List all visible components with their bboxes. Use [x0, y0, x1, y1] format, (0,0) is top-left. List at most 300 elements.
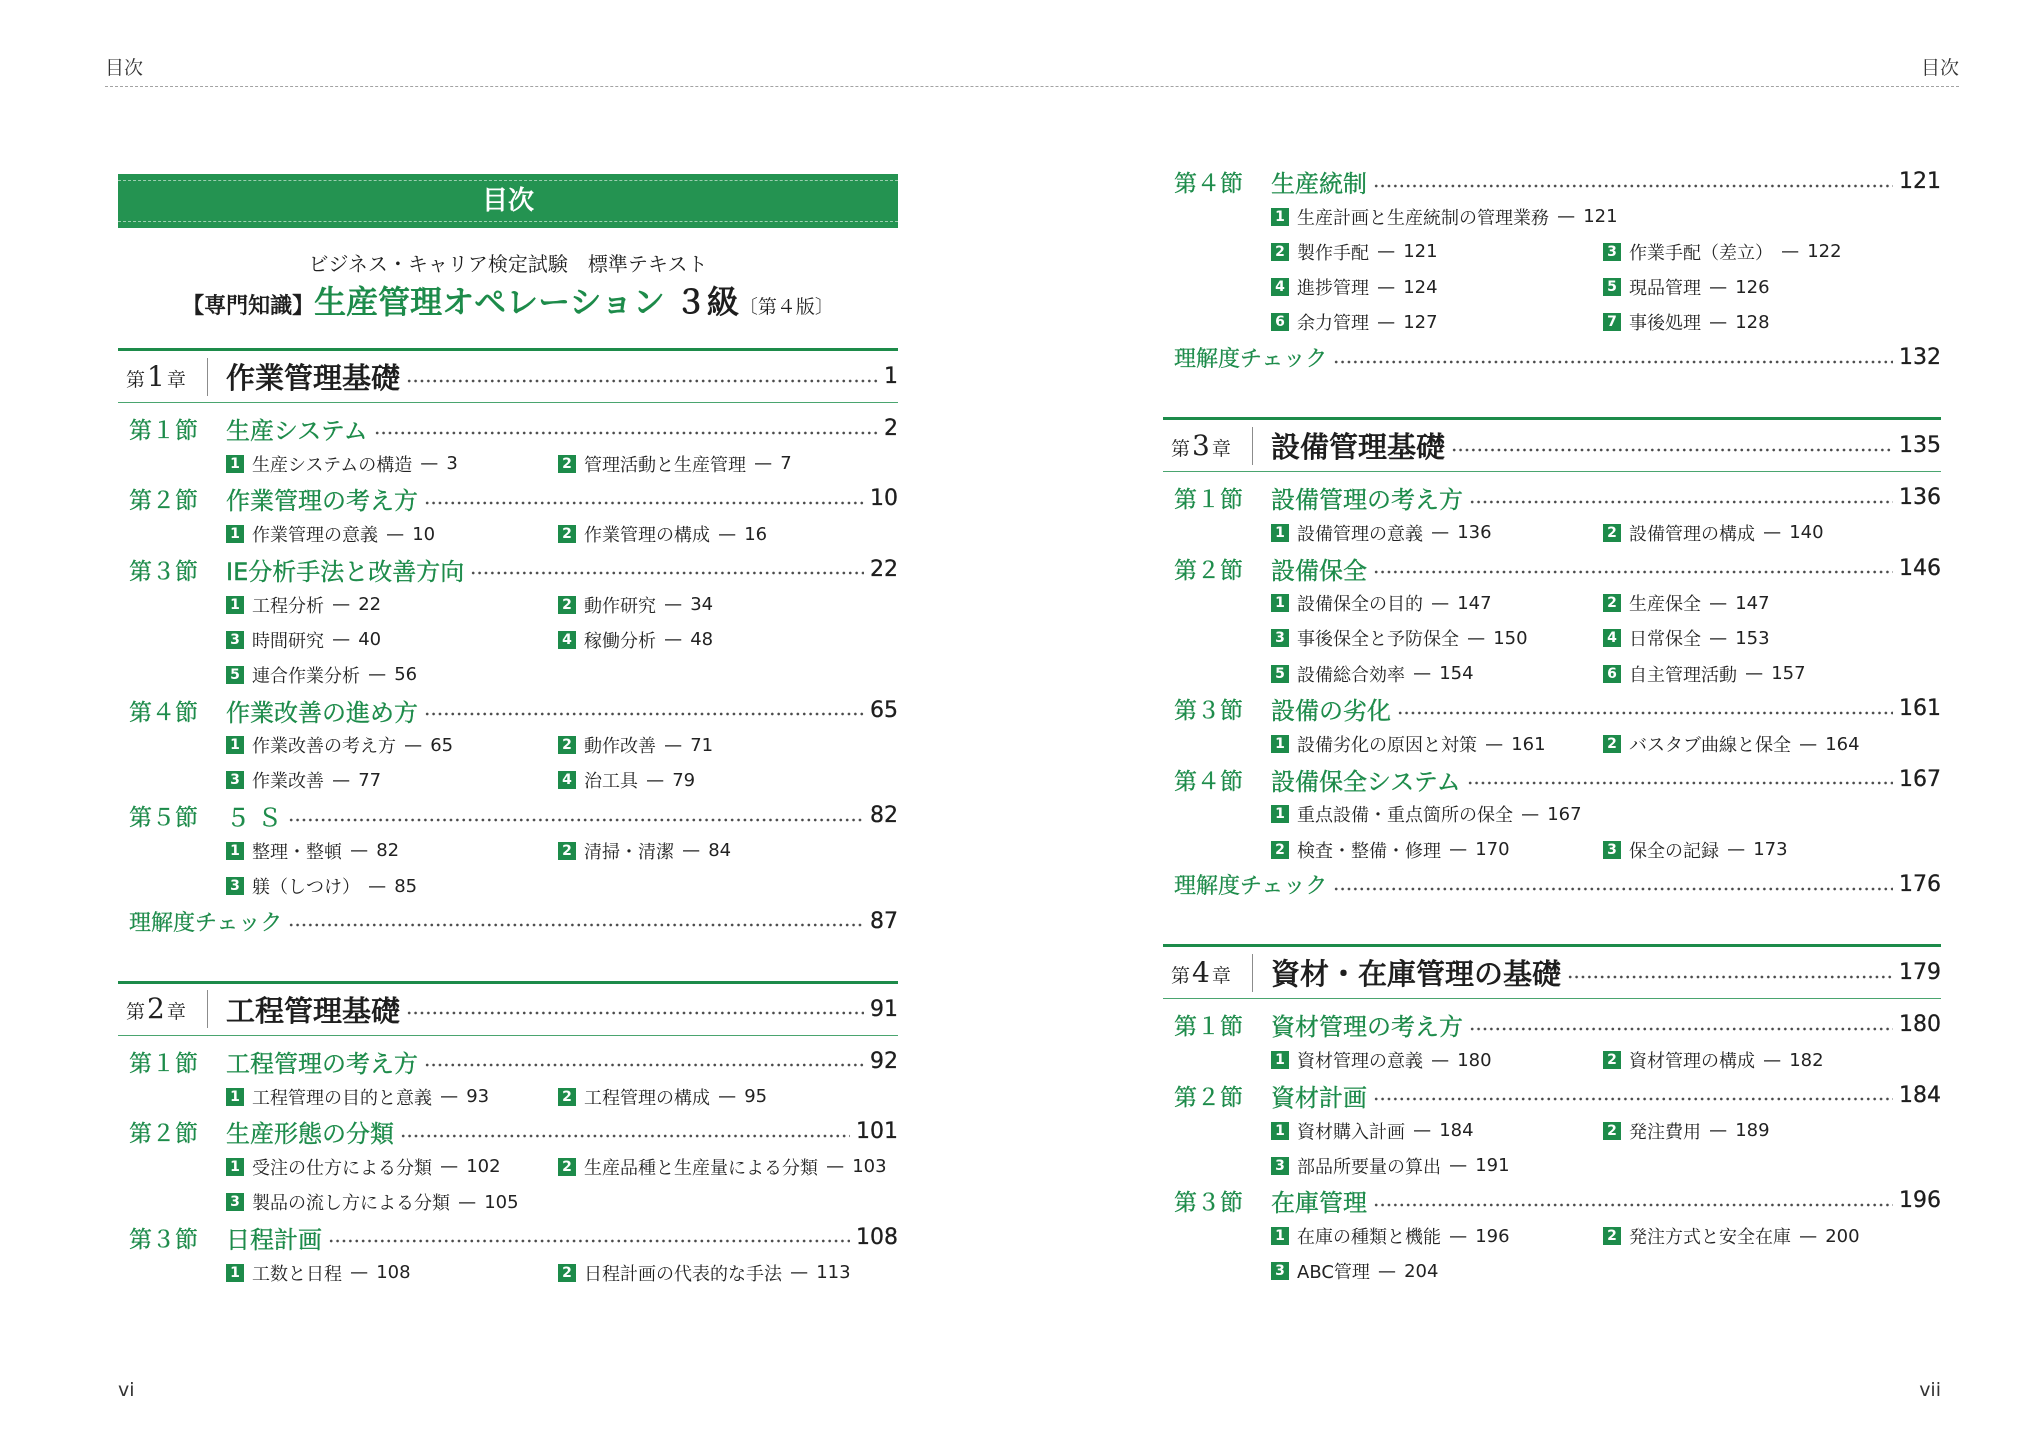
- page-separator: —: [1557, 206, 1576, 228]
- subsection-item: [558, 451, 792, 477]
- page-separator: —: [1709, 1120, 1728, 1142]
- chapter-number-digit: 2: [147, 992, 165, 1026]
- page-separator: —: [718, 523, 737, 545]
- section-block: [118, 798, 898, 904]
- subsection-number-badge: 6: [1603, 665, 1621, 683]
- subsection-number-badge: 2: [558, 525, 576, 543]
- page-separator: —: [1431, 592, 1450, 614]
- subsection-title: 清掃・清潔: [584, 841, 674, 863]
- section-number: 第１節: [129, 1050, 198, 1077]
- subsection-page-number: 173: [1753, 839, 1788, 861]
- page-separator: —: [404, 734, 423, 756]
- subsection-item: [1603, 1223, 1860, 1249]
- subsection-item: [1271, 801, 1603, 827]
- section-page-number: 108: [856, 1224, 898, 1250]
- subsection-page-number: 128: [1735, 311, 1770, 333]
- page-separator: —: [1413, 1120, 1432, 1142]
- page-separator: —: [1413, 663, 1432, 685]
- subsection-item: [226, 451, 558, 477]
- subsection-title: 発注方式と安全在庫: [1629, 1227, 1791, 1249]
- page-separator: —: [1378, 1260, 1397, 1282]
- page-separator: —: [718, 1086, 737, 1108]
- subsection-title: 日程計画の代表的な手法: [584, 1263, 782, 1285]
- subsection-item: [1603, 239, 1842, 265]
- subsection-number-badge: 2: [558, 596, 576, 614]
- subsection-title: 製作手配: [1297, 242, 1369, 264]
- page-separator: —: [754, 453, 773, 475]
- dot-leader: [1373, 183, 1893, 189]
- chapter-heading: [1163, 417, 1941, 472]
- subsection-item: [1271, 1118, 1603, 1144]
- subsection-page-number: 16: [744, 523, 768, 545]
- subsection-number-badge: 5: [226, 666, 244, 684]
- subsection-title: 保全の記録: [1629, 840, 1719, 862]
- section-title: 工程管理の考え方: [226, 1049, 418, 1078]
- subsection-item: [226, 767, 558, 793]
- section-number: 第２節: [1174, 557, 1243, 584]
- subsection-title: 自主管理活動: [1629, 664, 1737, 686]
- subsection-page-number: 204: [1404, 1260, 1439, 1282]
- subsection-number-badge: 1: [226, 596, 244, 614]
- toc-right-page: [1163, 164, 1941, 1289]
- subsection-title: バスタブ曲線と保全: [1629, 735, 1791, 757]
- subsection-item: [558, 1260, 851, 1286]
- subsection-item: [1271, 731, 1603, 757]
- subsection-page-number: 124: [1403, 276, 1438, 298]
- section-title: ５ Ｓ: [226, 804, 282, 833]
- subsection-number-badge: 2: [558, 842, 576, 860]
- chapter-number-suffix: 章: [166, 368, 186, 391]
- chapter-number-digit: 1: [147, 359, 165, 393]
- chapter-page-number: 179: [1899, 960, 1941, 986]
- chapter-title: 作業管理基礎: [226, 361, 401, 395]
- subsection-row: [118, 446, 898, 481]
- section-heading: [118, 552, 898, 587]
- subsection-number-badge: 2: [1603, 1051, 1621, 1069]
- section-number: 第１節: [1174, 1014, 1243, 1041]
- subsection-title: ABC管理: [1297, 1262, 1370, 1284]
- subsection-number-badge: 2: [1603, 735, 1621, 753]
- toc-banner: [118, 174, 898, 228]
- page-separator: —: [1799, 1225, 1818, 1247]
- chapter-number-prefix: 第: [126, 1001, 146, 1024]
- chapter-number: [1163, 954, 1253, 992]
- subsection-title: 作業管理の構成: [584, 525, 710, 547]
- section-block: [1163, 1183, 1941, 1289]
- subsection-number-badge: 2: [1271, 841, 1289, 859]
- book-title-line: [118, 282, 898, 328]
- dot-leader: [288, 922, 864, 928]
- section-heading: [1163, 1007, 1941, 1042]
- dot-leader: [406, 378, 878, 384]
- book-grade: ３級: [674, 283, 739, 321]
- subsection-item: [1271, 837, 1603, 863]
- page-separator: —: [1763, 1049, 1782, 1071]
- page-separator: —: [1727, 839, 1746, 861]
- toc-left-page: [118, 348, 898, 1290]
- section-heading: [118, 1220, 898, 1255]
- section-page-number: 101: [856, 1119, 898, 1145]
- subsection-number-badge: 1: [226, 1088, 244, 1106]
- dot-leader: [1333, 886, 1893, 892]
- section-number: 第３節: [1174, 698, 1243, 725]
- subsection-title: 作業手配（差立）: [1629, 242, 1773, 264]
- subsection-title: 設備総合効率: [1297, 664, 1405, 686]
- subsection-title: 時間研究: [252, 630, 324, 652]
- section-page-number: 10: [870, 486, 898, 512]
- section-heading: [118, 411, 898, 446]
- subsection-item: [1603, 625, 1770, 651]
- subsection-item: [558, 521, 767, 547]
- chapter-page-number: 1: [884, 364, 898, 389]
- subsection-number-badge: 1: [1271, 1051, 1289, 1069]
- subsection-title: 部品所要量の算出: [1297, 1156, 1441, 1178]
- section-title: 作業改善の進め方: [226, 698, 418, 727]
- page-separator: —: [1485, 733, 1504, 755]
- subsection-title: 生産保全: [1629, 594, 1701, 616]
- subsection-title: 整理・整頓: [252, 841, 342, 863]
- section-page-number: 136: [1899, 485, 1941, 511]
- subsection-number-badge: 1: [226, 736, 244, 754]
- subsection-row: [118, 868, 898, 903]
- section-title: 資材計画: [1271, 1083, 1367, 1112]
- subsection-page-number: 95: [744, 1086, 768, 1108]
- subsection-number-badge: 2: [1603, 1227, 1621, 1245]
- page-separator: —: [1745, 663, 1764, 685]
- subsection-title: 工程管理の目的と意義: [252, 1087, 432, 1109]
- section-block: [118, 1220, 898, 1290]
- subsection-title: 工程管理の構成: [584, 1087, 710, 1109]
- subsection-page-number: 105: [484, 1191, 519, 1213]
- subsection-title: 設備管理の意義: [1297, 523, 1423, 545]
- subsection-item: [1271, 1153, 1603, 1179]
- section-page-number: 82: [870, 803, 898, 829]
- subsection-item: [1603, 1047, 1824, 1073]
- section-title: 設備管理の考え方: [1271, 486, 1463, 515]
- subsection-title: 動作研究: [584, 595, 656, 617]
- dot-leader: [1469, 499, 1893, 505]
- subsection-title: 稼働分析: [584, 630, 656, 652]
- subsection-item: [1271, 590, 1603, 616]
- page-separator: —: [440, 1086, 459, 1108]
- subsection-number-badge: 4: [1603, 629, 1621, 647]
- page-separator: —: [664, 734, 683, 756]
- section-number: 第３節: [129, 1226, 198, 1253]
- subsection-item: [1271, 309, 1603, 335]
- subsection-title: 連合作業分析: [252, 665, 360, 687]
- subsection-page-number: 136: [1457, 522, 1492, 544]
- chapter-number-suffix: 章: [166, 1001, 186, 1024]
- subsection-item: [1271, 1258, 1603, 1284]
- subsection-item: [1271, 274, 1603, 300]
- subsection-page-number: 84: [708, 840, 732, 862]
- page-separator: —: [1709, 627, 1728, 649]
- subsection-number-badge: 5: [1603, 278, 1621, 296]
- subsection-number-badge: 3: [1603, 841, 1621, 859]
- chapter-number-prefix: 第: [126, 368, 146, 391]
- section-heading: [118, 693, 898, 728]
- subsection-page-number: 140: [1789, 522, 1824, 544]
- subsection-page-number: 170: [1475, 839, 1510, 861]
- section-number: 第１節: [1174, 487, 1243, 514]
- subsection-item: [226, 1084, 558, 1110]
- dot-leader: [1467, 780, 1893, 786]
- subsection-number-badge: 1: [226, 455, 244, 473]
- subsection-page-number: 161: [1511, 733, 1546, 755]
- page-separator: —: [1709, 311, 1728, 333]
- book-title: 生産管理オペレーション: [314, 283, 665, 321]
- subsection-item: [226, 1260, 558, 1286]
- page-separator: —: [1431, 522, 1450, 544]
- subsection-number-badge: 3: [1271, 1262, 1289, 1280]
- subsection-title: 日常保全: [1629, 629, 1701, 651]
- section-number: 第４節: [1174, 768, 1243, 795]
- subsection-page-number: 121: [1583, 206, 1618, 228]
- subsection-item: [1603, 309, 1770, 335]
- section-page-number: 121: [1899, 169, 1941, 195]
- section-title: IE分析手法と改善方向: [226, 557, 465, 586]
- section-page-number: 180: [1899, 1012, 1941, 1038]
- section-page-number: 196: [1899, 1188, 1941, 1214]
- subsection-number-badge: 7: [1603, 313, 1621, 331]
- section-number: 第２節: [1174, 1084, 1243, 1111]
- chapter-title: 設備管理基礎: [1271, 430, 1446, 465]
- subsection-title: 生産計画と生産統制の管理業務: [1297, 207, 1549, 229]
- subsection-title: 資材管理の意義: [1297, 1051, 1423, 1073]
- subsection-title: 設備保全の目的: [1297, 594, 1423, 616]
- page-separator: —: [332, 629, 351, 651]
- section-number: 第２節: [129, 488, 198, 515]
- page-separator: —: [332, 594, 351, 616]
- section-heading: [1163, 480, 1941, 515]
- subsection-page-number: 164: [1825, 733, 1860, 755]
- section-title: 生産システム: [226, 417, 368, 446]
- subsection-row: [1163, 1113, 1941, 1148]
- chapter-heading: [1163, 944, 1941, 999]
- section-heading: [118, 1114, 898, 1149]
- chapter-heading: [118, 348, 898, 403]
- subsection-row: [1163, 832, 1941, 867]
- dot-leader: [1333, 359, 1893, 365]
- subsection-page-number: 154: [1439, 663, 1474, 685]
- running-head-left: 目次: [105, 57, 144, 79]
- section-page-number: 2: [884, 416, 898, 442]
- subsection-page-number: 65: [430, 734, 454, 756]
- dot-leader: [1397, 710, 1893, 716]
- subsection-title: 設備劣化の原因と対策: [1297, 735, 1477, 757]
- page-separator: —: [1377, 276, 1396, 298]
- subsection-item: [558, 767, 695, 793]
- dot-leader: [1567, 974, 1893, 980]
- subsection-number-badge: 3: [1271, 629, 1289, 647]
- subsection-title: 余力管理: [1297, 313, 1369, 335]
- subsection-title: 製品の流し方による分類: [252, 1193, 450, 1215]
- subsection-row: [1163, 270, 1941, 305]
- page-separator: —: [1521, 803, 1540, 825]
- subsection-number-badge: 2: [1603, 594, 1621, 612]
- subsection-title: 発注費用: [1629, 1121, 1701, 1143]
- subsection-page-number: 79: [672, 769, 696, 791]
- section-heading: [1163, 164, 1941, 199]
- subsection-row: [1163, 515, 1941, 550]
- section-number: 第３節: [1174, 1190, 1243, 1217]
- review-check-title: 理解度チェック: [1174, 347, 1328, 373]
- section-title: 日程計画: [226, 1225, 322, 1254]
- dot-leader: [406, 1010, 864, 1016]
- section-page-number: 22: [870, 556, 898, 582]
- subsection-row: [118, 728, 898, 763]
- subsection-item: [1603, 661, 1806, 687]
- section-heading: [1163, 1183, 1941, 1218]
- subsection-page-number: 48: [690, 629, 714, 651]
- page-separator: —: [664, 629, 683, 651]
- review-check-heading: [118, 904, 898, 939]
- section-block: [1163, 691, 1941, 761]
- page-separator: —: [386, 523, 405, 545]
- page-number-right: vii: [1919, 1379, 1941, 1401]
- subsection-item: [558, 1154, 887, 1180]
- subsection-page-number: 182: [1789, 1049, 1824, 1071]
- review-check-page-number: 176: [1899, 872, 1941, 898]
- page-separator: —: [368, 664, 387, 686]
- subsection-page-number: 157: [1771, 663, 1806, 685]
- section-page-number: 161: [1899, 696, 1941, 722]
- subsection-title: 在庫の種類と機能: [1297, 1227, 1441, 1249]
- subsection-title: 資材購入計画: [1297, 1121, 1405, 1143]
- subsection-item: [1271, 1047, 1603, 1073]
- section-heading: [1163, 762, 1941, 797]
- subsection-number-badge: 3: [226, 631, 244, 649]
- subsection-item: [1271, 239, 1603, 265]
- page-separator: —: [682, 840, 701, 862]
- subsection-title: 管理活動と生産管理: [584, 454, 746, 476]
- dot-leader: [1469, 1026, 1893, 1032]
- subsection-page-number: 180: [1457, 1049, 1492, 1071]
- chapter-number: [1163, 427, 1253, 465]
- subsection-title: 工程分析: [252, 595, 324, 617]
- section-block: [118, 693, 898, 799]
- subsection-item: [1271, 625, 1603, 651]
- subsection-item: [1271, 204, 1618, 230]
- subsection-title: 事後保全と予防保全: [1297, 629, 1459, 651]
- subsection-page-number: 122: [1807, 241, 1842, 263]
- chapter-heading: [118, 981, 898, 1036]
- subsection-row: [1163, 621, 1941, 656]
- subsection-title: 治工具: [584, 771, 638, 793]
- subsection-row: [118, 517, 898, 552]
- page-separator: —: [1799, 733, 1818, 755]
- subsection-item: [226, 873, 558, 899]
- page-separator: —: [790, 1262, 809, 1284]
- section-title: 在庫管理: [1271, 1189, 1367, 1218]
- running-head-divider: [105, 86, 1959, 87]
- subsection-row: [1163, 1148, 1941, 1183]
- section-number: 第４節: [1174, 171, 1243, 198]
- subsection-page-number: 153: [1735, 627, 1770, 649]
- section-block: [1163, 1007, 1941, 1077]
- subsection-row: [118, 1255, 898, 1290]
- subsection-title: 生産システムの構造: [252, 454, 413, 476]
- subsection-item: [558, 1084, 767, 1110]
- subsection-number-badge: 2: [558, 455, 576, 473]
- subsection-item: [226, 1189, 558, 1215]
- subsection-item: [226, 521, 558, 547]
- subsection-page-number: 93: [466, 1086, 490, 1108]
- subsection-page-number: 167: [1547, 803, 1582, 825]
- section-heading: [1163, 691, 1941, 726]
- review-check-page-number: 132: [1899, 345, 1941, 371]
- dot-leader: [288, 817, 864, 823]
- subsection-item: [1603, 520, 1824, 546]
- subsection-number-badge: 3: [226, 771, 244, 789]
- section-title: 設備保全: [1271, 556, 1367, 585]
- book-category: 【専門知識】: [182, 294, 315, 319]
- section-number: 第３節: [129, 558, 198, 585]
- subsection-item: [226, 627, 558, 653]
- chapter-number-digit: 4: [1192, 955, 1210, 989]
- chapter-page-number: 91: [870, 996, 898, 1022]
- subsection-number-badge: 6: [1271, 313, 1289, 331]
- subsection-page-number: 77: [358, 769, 382, 791]
- page-separator: —: [420, 453, 439, 475]
- subsection-number-badge: 3: [226, 1193, 244, 1211]
- subsection-page-number: 147: [1735, 592, 1770, 614]
- section-page-number: 92: [870, 1048, 898, 1074]
- subsection-page-number: 191: [1475, 1155, 1510, 1177]
- section-block: [118, 1114, 898, 1220]
- subsection-page-number: 3: [446, 453, 458, 475]
- subsection-item: [226, 1154, 558, 1180]
- page-separator: —: [368, 875, 387, 897]
- section-title: 設備の劣化: [1271, 697, 1391, 726]
- section-number: 第４節: [129, 699, 198, 726]
- book-series: ビジネス・キャリア検定試験 標準テキスト: [308, 252, 708, 276]
- subsection-item: [1603, 1118, 1770, 1144]
- subsection-page-number: 184: [1439, 1120, 1474, 1142]
- review-check-heading: [1163, 867, 1941, 902]
- page-separator: —: [440, 1156, 459, 1178]
- section-title: 生産形態の分類: [226, 1120, 394, 1149]
- subsection-item: [226, 592, 558, 618]
- subsection-row: [118, 657, 898, 692]
- section-block: [1163, 164, 1941, 340]
- subsection-number-badge: 2: [1603, 1122, 1621, 1140]
- book-edition: 〔第４版〕: [738, 296, 834, 318]
- dot-leader: [424, 500, 864, 506]
- subsection-page-number: 108: [376, 1262, 411, 1284]
- subsection-number-badge: 1: [1271, 208, 1289, 226]
- page-separator: —: [1377, 311, 1396, 333]
- section-block: [1163, 551, 1941, 692]
- subsection-page-number: 189: [1735, 1120, 1770, 1142]
- subsection-item: [1271, 1223, 1603, 1249]
- subsection-page-number: 147: [1457, 592, 1492, 614]
- section-number: 第２節: [129, 1121, 198, 1148]
- subsection-number-badge: 2: [558, 1264, 576, 1282]
- page-separator: —: [1709, 592, 1728, 614]
- subsection-number-badge: 1: [1271, 805, 1289, 823]
- subsection-page-number: 40: [358, 629, 382, 651]
- section-heading: [1163, 551, 1941, 586]
- subsection-page-number: 56: [394, 664, 418, 686]
- subsection-number-badge: 2: [1603, 524, 1621, 542]
- subsection-page-number: 150: [1493, 627, 1528, 649]
- dot-leader: [1451, 447, 1893, 453]
- review-check-title: 理解度チェック: [1174, 874, 1328, 900]
- subsection-title: 現品管理: [1629, 278, 1701, 300]
- page-separator: —: [350, 1262, 369, 1284]
- subsection-number-badge: 2: [558, 736, 576, 754]
